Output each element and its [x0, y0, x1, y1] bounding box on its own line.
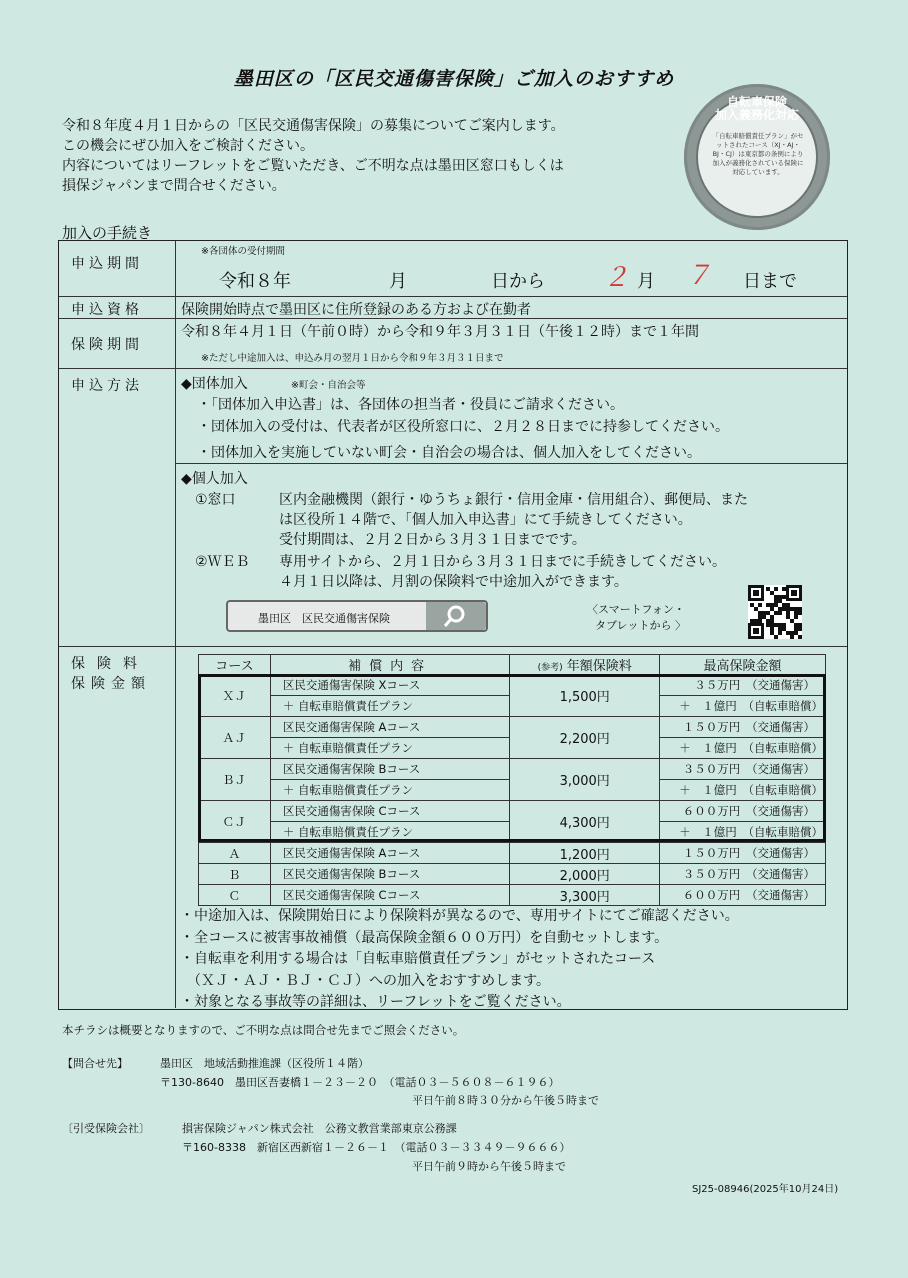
course-code: ＣＪ — [199, 801, 271, 843]
method-label: 申込方法 — [71, 378, 143, 394]
device-line: 〈スマートフォン・ — [587, 603, 685, 616]
qr-module — [774, 635, 778, 639]
course-code: Ｃ — [199, 885, 271, 906]
plan-addon: ＋ 自転車賠償責任プラン — [270, 696, 510, 717]
plan-name: 区民交通傷害保険 Cコース — [270, 885, 510, 906]
plan-max-injury: ３５０万円 （交通傷害） — [660, 864, 826, 885]
seal-line1: 自転車保険 — [726, 95, 787, 109]
plan-fee: 3,300円 — [510, 885, 660, 906]
plan-max-bicycle: ＋ １億円 （自転車賠償） — [660, 822, 826, 843]
qr-module — [798, 635, 802, 639]
period-note: ※各団体の受付期間 — [201, 246, 285, 257]
qr-module — [758, 603, 762, 607]
group-note: ※町会・自治会等 — [291, 380, 366, 391]
plan-fee: 1,200円 — [510, 843, 660, 864]
plan-max-bicycle: ＋ １億円 （自転車賠償） — [660, 738, 826, 759]
header-course: コース — [199, 655, 271, 675]
contact-address: 〒130-8640 墨田区吾妻橋１－２３－２０ （電話０３－５６０８－６１９６） — [160, 1076, 560, 1089]
qr-module — [782, 595, 786, 599]
simple-plan-row — [199, 843, 826, 864]
premium-label: 保険料 — [71, 656, 149, 672]
premium-notes — [180, 906, 739, 1014]
qr-code[interactable] — [748, 585, 802, 639]
eligibility-text: 保険開始時点で墨田区に住所登録のある方および在勤者 — [181, 302, 531, 318]
qr-module — [774, 587, 778, 591]
amount-label: 保険金額 — [71, 676, 151, 692]
plan-addon: ＋ 自転車賠償責任プラン — [270, 822, 510, 843]
course-code: ＸＪ — [199, 675, 271, 717]
coverage-label: 保険期間 — [71, 337, 143, 353]
period-label: 申込期間 — [71, 256, 143, 272]
group-head: ◆団体加入 — [181, 376, 248, 392]
header-content: 補償内容 — [270, 655, 510, 675]
period-until: 日まで — [743, 271, 797, 292]
seal-body: 「自転車賠償責任プラン」がセットされたコース（XJ・AJ・BJ・CJ）は東京都の条例により加入が義務化されている保険に対応しています。 — [712, 132, 804, 176]
bicycle-plan-highlight — [198, 674, 826, 842]
coverage-note: ※ただし中途加入は、申込み月の翌月１日から令和９年３月３１日まで — [201, 353, 504, 364]
intro-text — [62, 116, 565, 196]
period-start-year: 令和８年 — [219, 271, 291, 292]
group-line: ・団体加入の受付は、代表者が区役所窓口に、２月２８日までに持参してください。 — [197, 419, 729, 435]
plan-max-injury: １５０万円 （交通傷害） — [660, 843, 826, 864]
plan-max-injury: ３５万円 （交通傷害） — [660, 675, 826, 696]
search-button[interactable] — [426, 602, 486, 630]
qr-module — [778, 611, 782, 615]
eligibility-label: 申込資格 — [71, 302, 143, 318]
course-code: ＢＪ — [199, 759, 271, 801]
course-code: Ｂ — [199, 864, 271, 885]
bicycle-insurance-seal — [684, 84, 830, 230]
intro-line: この機会にぜひ加入をご検討ください。 — [62, 138, 314, 154]
plan-max-bicycle: ＋ １億円 （自転車賠償） — [660, 780, 826, 801]
contact-hours: 平日午前８時３０分から午後５時まで — [412, 1094, 599, 1107]
plan-fee: 2,200円 — [510, 717, 660, 759]
header-max: 最高保険金額 — [660, 655, 826, 675]
plan-fee: 3,000円 — [510, 759, 660, 801]
qr-module — [753, 628, 759, 634]
note-line: ・中途加入は、保険開始日により保険料が異なるので、専用サイトにてご確認ください。 — [180, 908, 739, 924]
plan-fee: 1,500円 — [510, 675, 660, 717]
plan-max-bicycle: ＋ １億円 （自転車賠償） — [660, 696, 826, 717]
plan-name: 区民交通傷害保険 Bコース — [270, 759, 510, 780]
page-title: 墨田区の「区民交通傷害保険」ご加入のおすすめ — [233, 68, 675, 90]
qr-module — [790, 635, 794, 639]
plan-name: 区民交通傷害保険 Xコース — [270, 675, 510, 696]
qr-module — [798, 627, 802, 631]
window-line: 区内金融機関（銀行・ゆうちょ銀行・信用金庫・信用組合）、郵便局、また — [279, 492, 748, 508]
insurer-label: 〔引受保険会社〕 — [62, 1122, 150, 1135]
search-box[interactable] — [226, 600, 488, 632]
contact-label: 【問合せ先】 — [62, 1057, 128, 1070]
note-line: ・自転車を利用する場合は「自転車賠償責任プラン」がセットされたコース — [180, 951, 656, 967]
contact-org: 墨田区 地域活動推進課（区役所１４階） — [160, 1057, 369, 1070]
procedure-label: 加入の手続き — [62, 224, 153, 242]
header-fee-label: 年額保険料 — [566, 659, 632, 674]
individual-head: ◆個人加入 — [181, 471, 248, 487]
window-line: は区役所１４階で、「個人加入申込書」にて手続きしてください。 — [279, 512, 692, 528]
window-label: ①窓口 — [195, 492, 236, 508]
plan-max-injury: １５０万円 （交通傷害） — [660, 717, 826, 738]
plan-max-injury: ６００万円 （交通傷害） — [660, 885, 826, 906]
coverage-text: 令和８年４月１日（午前０時）から令和９年３月３１日（午後１２時）まで１年間 — [181, 324, 699, 340]
plan-max-injury: ３５０万円 （交通傷害） — [660, 759, 826, 780]
header-fee-note: (参考) — [537, 663, 563, 673]
window-line: 受付期間は、２月２日から３月３１日までです。 — [279, 532, 586, 548]
web-label: ②ＷＥＢ — [195, 554, 250, 570]
web-line: 専用サイトから、２月１日から３月３１日までに手続きしてください。 — [279, 554, 727, 570]
group-line: ・団体加入を実施していない町会・自治会の場合は、個人加入をしてください。 — [197, 445, 701, 461]
plan-name: 区民交通傷害保険 Aコース — [270, 843, 510, 864]
plan-addon: ＋ 自転車賠償責任プラン — [270, 780, 510, 801]
qr-module — [782, 587, 786, 591]
insurer-org: 損害保険ジャパン株式会社 公務文教営業部東京公務課 — [182, 1122, 457, 1135]
simple-plan-row — [199, 885, 826, 906]
period-end-month: 月 — [637, 271, 655, 292]
plan-name: 区民交通傷害保険 Aコース — [270, 717, 510, 738]
plan-max-injury: ６００万円 （交通傷害） — [660, 801, 826, 822]
qr-module — [791, 590, 797, 596]
search-text: 墨田区 区民交通傷害保険 — [258, 612, 390, 625]
plan-name: 区民交通傷害保険 Cコース — [270, 801, 510, 822]
period-start-month: 月 — [389, 271, 407, 292]
qr-module — [794, 615, 798, 619]
plan-name: 区民交通傷害保険 Bコース — [270, 864, 510, 885]
web-line: ４月１日以降は、月割の保険料で中途加入ができます。 — [279, 574, 628, 590]
plan-fee: 2,000円 — [510, 864, 660, 885]
device-line: タブレットから 〉 — [595, 619, 686, 632]
group-line: ・「団体加入申込書」は、各団体の担当者・役員にご請求ください。 — [197, 397, 624, 413]
qr-module — [798, 611, 802, 615]
period-from: 日から — [491, 271, 545, 292]
simple-plan-row — [199, 864, 826, 885]
handwritten-month: ２ — [603, 263, 630, 293]
note-line: ・対象となる事故等の詳細は、リーフレットをご覧ください。 — [180, 994, 571, 1010]
plan-addon: ＋ 自転車賠償責任プラン — [270, 738, 510, 759]
intro-line: 内容についてはリーフレットをご覧いただき、ご不明な点は墨田区窓口もしくは — [62, 158, 564, 174]
intro-line: 令和８年度４月１日からの「区民交通傷害保険」の募集についてご案内します。 — [62, 118, 565, 134]
insurer-address: 〒160-8338 新宿区西新宿１－２６－１ （電話０３－３３４９－９６６６） — [182, 1141, 571, 1154]
course-code: ＡＪ — [199, 717, 271, 759]
intro-line: 損保ジャパンまで問合せください。 — [62, 178, 286, 194]
note-line: （ＸＪ・ＡＪ・ＢＪ・ＣＪ）への加入をおすすめします。 — [180, 972, 551, 989]
qr-module — [778, 631, 782, 635]
seal-line2: 加入義務化対応 — [714, 108, 799, 122]
insurer-hours: 平日午前９時から午後５時まで — [412, 1160, 566, 1173]
note-line: ・全コースに被害事故補償（最高保険金額６００万円）を自動セットします。 — [180, 929, 669, 946]
handwritten-day: ７ — [685, 261, 712, 291]
course-code: Ａ — [199, 843, 271, 864]
header-fee — [510, 655, 660, 675]
search-icon — [426, 602, 486, 630]
summary-text: 本チラシは概要となりますので、ご不明な点は問合せ先までご照会ください。 — [62, 1023, 465, 1037]
document-code: SJ25-08946(2025年10月24日) — [692, 1184, 839, 1195]
qr-module — [753, 590, 759, 596]
qr-module — [758, 619, 762, 623]
plan-fee: 4,300円 — [510, 801, 660, 843]
